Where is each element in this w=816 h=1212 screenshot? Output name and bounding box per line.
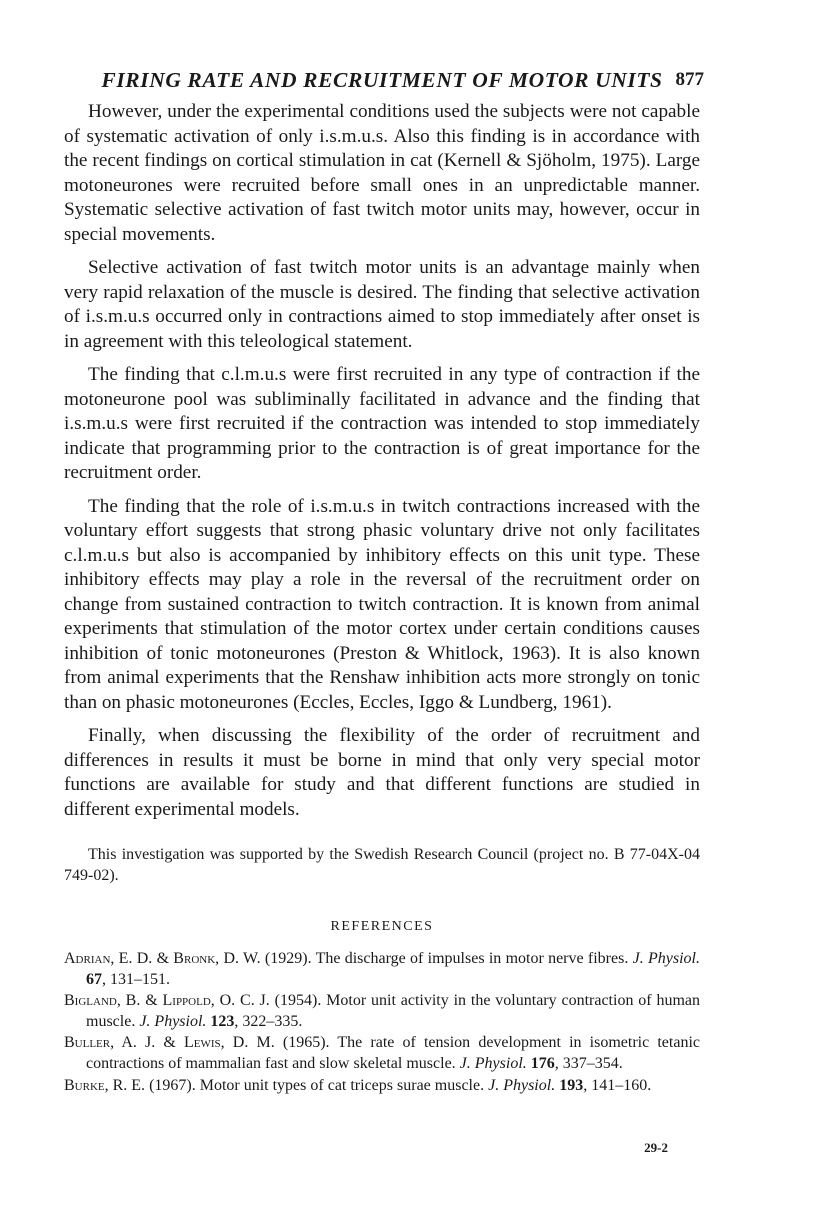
reference-title: Motor unit types of cat triceps surae muscle. [199, 1076, 485, 1094]
reference-year: (1965). [282, 1034, 330, 1052]
page-number: 877 [675, 69, 704, 90]
paragraph-5: Finally, when discussing the flexibility of the order of recruitment and differences in results it must be borne in mind that only very special motor functions are available for study and that different functions are studied in different experimental models. [64, 725, 700, 820]
reference-journal: J. Physiol. [139, 1012, 207, 1030]
body-text [64, 100, 700, 822]
reference-year: (1954). [274, 992, 322, 1010]
reference-year: (1967). [149, 1076, 196, 1094]
reference-item [64, 991, 700, 1032]
paragraph-2: Selective activation of fast twitch motor units is an advantage mainly when very rapid relaxation of the muscle is desired. The finding that selective activation of i.s.m.u.s occurred only in contractions aimed to stop immediately after onset is in agreement with this teleological statement. [64, 257, 700, 352]
paragraph-3: The finding that c.l.m.u.s were first recruited in any type of contraction if the motoneurone pool was subliminally facilitated in advance and the finding that i.s.m.u.s were first recruited if the contraction was intended to stop immediately indicate that programming prior to the contraction is of great importance for the recruitment order. [64, 364, 700, 483]
reference-title: Motor unit activity in the voluntary contraction of human muscle. [86, 992, 701, 1030]
paragraph-4: The finding that the role of i.s.m.u.s in twitch contractions increased with the voluntary effort suggests that strong phasic voluntary drive not only facilitates c.l.m.u.s but also is accompanied by inhibitory effects on this unit type. These inhibitory effects may play a role in the reversal of the recruitment order on change from sustained contraction to twitch contraction. It is known from animal experiments that stimulation of the motor cortex under certain conditions causes inhibition of tonic motoneurones (Preston & Whitlock, 1963). It is also known from animal experiments that the Renshaw inhibition acts more strongly on tonic than on phasic motoneurones (Eccles, Eccles, Iggo & Lundberg, 1961). [64, 495, 700, 713]
reference-journal: J. Physiol. [632, 950, 701, 967]
reference-pages: , 141–160. [583, 1076, 652, 1094]
reference-authors: Buller, A. J. & Lewis, D. M. [64, 1034, 275, 1052]
reference-title: The rate of tension development in isometric tetanic contractions of mammalian fast and slow skeletal muscle. [86, 1034, 700, 1072]
reference-volume: 67 [86, 970, 102, 988]
reference-volume: 123 [210, 1012, 235, 1030]
reference-journal: J. Physiol. [488, 1076, 556, 1094]
paragraph-1: However, under the experimental conditions used the subjects were not capable of systematic activation of only i.s.m.u.s. Also this finding is in accordance with the recent findings on cortical stimulation in cat (Kernell & Sjöholm, 1975). Large motoneurones were recruited before small ones in an unpredictable manner. Systematic selective activation of fast twitch motor units may, however, occur in special movements. [64, 101, 700, 245]
references-heading: REFERENCES [330, 919, 434, 934]
reference-pages: , 322–335. [234, 1012, 303, 1030]
reference-volume: 193 [559, 1076, 584, 1094]
reference-item [64, 1033, 700, 1074]
reference-item [64, 1076, 700, 1097]
page [64, 68, 704, 1097]
reference-item [64, 949, 700, 990]
reference-pages: , 337–354. [554, 1054, 623, 1072]
reference-year: (1929). [264, 950, 312, 967]
reference-volume: 176 [530, 1054, 555, 1072]
reference-journal: J. Physiol. [459, 1054, 527, 1072]
running-head [64, 68, 704, 98]
acknowledgement: This investigation was supported by the Swedish Research Council (project no. B 77-04X-04 749-02). [64, 846, 700, 884]
reference-title: The discharge of impulses in motor nerve fibres. [315, 950, 629, 967]
running-title: FIRING RATE AND RECRUITMENT OF MOTOR UNITS [101, 68, 663, 92]
reference-authors: Bigland, B. & Lippold, O. C. J. [64, 992, 270, 1010]
reference-authors: Adrian, E. D. & Bronk, D. W. [64, 950, 261, 967]
reference-pages: , 131–151. [102, 970, 170, 988]
reference-list [64, 949, 700, 1096]
signature-mark: 29-2 [644, 1140, 668, 1155]
reference-authors: Burke, R. E. [64, 1076, 146, 1094]
